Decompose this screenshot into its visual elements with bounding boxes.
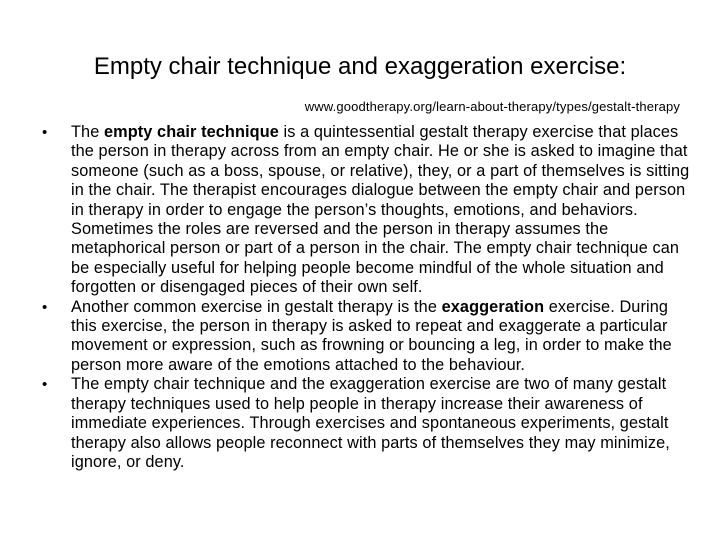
bullet-text-after: exercise. During this exercise, the person in therapy is asked to repeat and exaggerate a particular movement or expression, such as frowning or bouncing a leg, in order to make the person more aware of the emotions attached to the behaviour. [71, 297, 672, 374]
bullet-text [71, 123, 692, 298]
bullet-text [71, 298, 692, 376]
bullet-text-bold: exaggeration [441, 297, 545, 316]
bullet-icon: • [42, 124, 48, 141]
bullet-text-before: The [71, 123, 104, 141]
bullet-icon: • [42, 376, 48, 394]
bullet-text [71, 375, 692, 472]
bullet-item-empty-chair [42, 123, 692, 298]
bullet-text-after: is a quintessential gestalt therapy exercise that places the person in therapy across from an empty chair. He or she is asked to imagine that someone (such as a boss, spouse, or relative), they, or a part of themselves is sitting in the chair. The therapist encourages dialogue between the empty chair and person in therapy in order to engage the person’s thoughts, emotions, and behaviors. Sometimes the roles are reversed and the person in therapy assumes the metaphorical person or part of a person in the chair. The empty chair technique can be especially useful for helping people become mindful of the whole situation and forgotten or disengaged pieces of their own self. [71, 123, 690, 297]
bullet-item-exaggeration [42, 298, 692, 376]
bullet-text-before: The empty chair technique and the exaggeration exercise are two of many gestalt therapy techniques used to help people in therapy increase their awareness of immediate experiences. Through exercises and spontaneous experiments, gestalt therapy also allows people reconnect with parts of themselves they may minimize, ignore, or deny. [71, 375, 670, 471]
bullet-list [42, 123, 692, 472]
bullet-icon: • [42, 298, 48, 316]
source-url: www.goodtherapy.org/learn-about-therapy/types/gestalt-therapy [304, 99, 680, 114]
bullet-text-bold: empty chair technique [103, 123, 279, 141]
slide-title: Empty chair technique and exaggeration exercise: [93, 53, 627, 80]
bullet-item-summary [42, 375, 692, 472]
bullet-text-before: Another common exercise in gestalt therapy is the [71, 297, 442, 316]
